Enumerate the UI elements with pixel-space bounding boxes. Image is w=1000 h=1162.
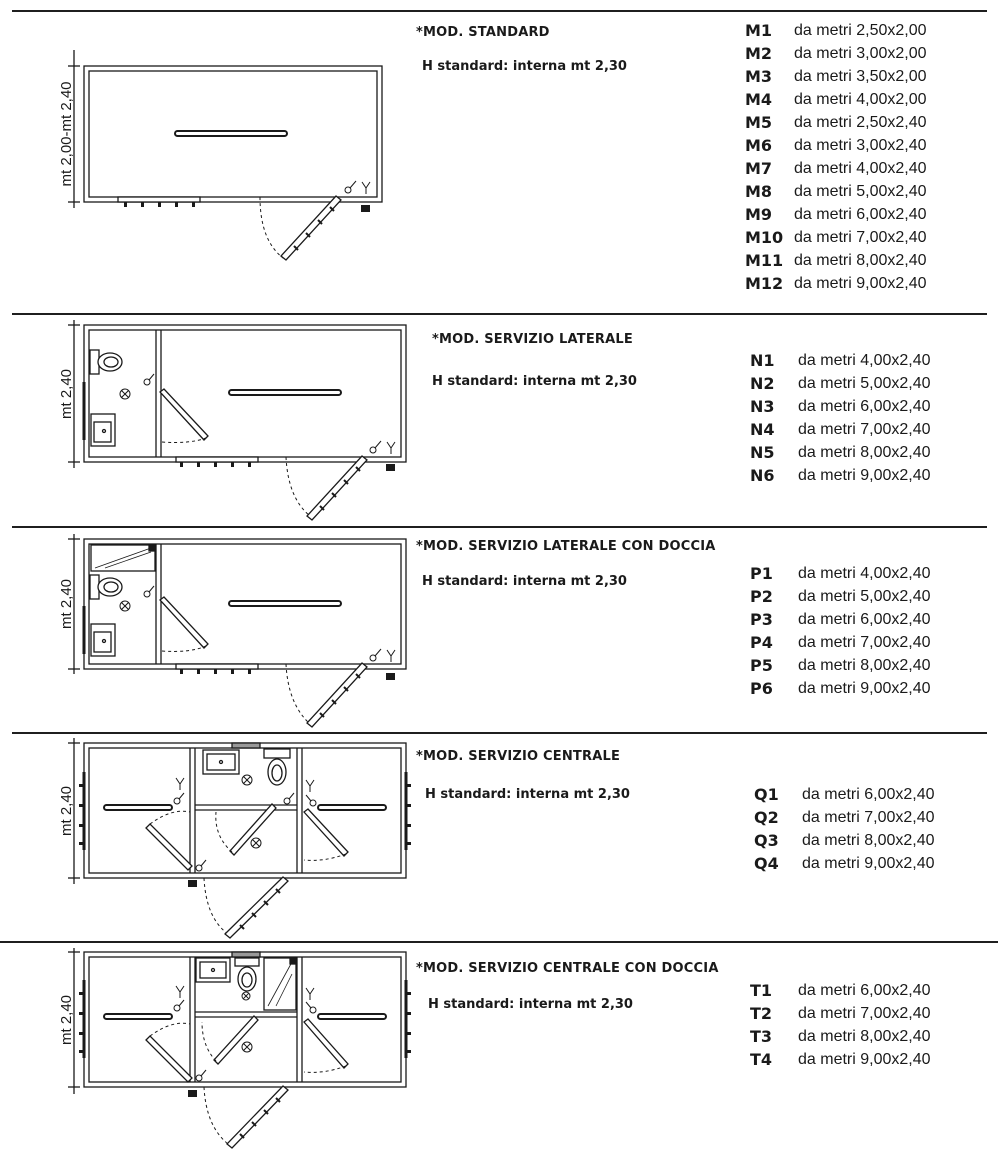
dimension-label: mt 2,40 [58,578,75,630]
model-code: Q2 [754,808,779,827]
model-code: M1 [745,21,773,40]
floor-plan-servizio-laterale [0,312,420,526]
model-code: N6 [750,466,775,485]
model-dims: da metri 5,00x2,40 [794,183,927,200]
floor-plan-servizio-centrale-doccia [0,940,420,1162]
model-title: *MOD. SERVIZIO LATERALE [432,332,633,347]
door-swing-icon [260,196,341,260]
model-code: M5 [745,113,773,132]
electrical-panel-icon [188,1090,197,1097]
switch-icon [345,181,370,194]
washbasin-icon [91,414,115,446]
model-dims: da metri 7,00x2,40 [794,229,927,246]
washbasin-icon [196,958,230,982]
door-swing-icon [286,663,367,727]
ceiling-light-icon [120,389,130,399]
model-dims: da metri 2,50x2,00 [794,22,927,39]
model-dims: da metri 4,00x2,40 [794,160,927,177]
model-code: T1 [750,981,773,1000]
model-dims: da metri 3,50x2,00 [794,68,927,85]
model-dims: da metri 6,00x2,40 [802,786,935,803]
model-code: M6 [745,136,773,155]
electrical-panel-icon [386,464,395,471]
ceiling-lamp-icon [104,1014,172,1019]
model-dims: da metri 7,00x2,40 [798,421,931,438]
model-code: M10 [745,228,784,247]
model-dims: da metri 3,00x2,40 [794,137,927,154]
model-code: M8 [745,182,773,201]
radiator-icon [180,669,251,674]
floor-plan-servizio-laterale-doccia [0,526,420,732]
model-code: Q3 [754,831,779,850]
model-dims: da metri 3,00x2,00 [794,45,927,62]
ceiling-lamp-icon [318,1014,386,1019]
model-dims: da metri 4,00x2,00 [794,91,927,108]
model-dims: da metri 8,00x2,40 [798,657,931,674]
model-dims: da metri 6,00x2,40 [798,398,931,415]
height-standard: H standard: interna mt 2,30 [422,574,627,589]
section-servizio-centrale-doccia [0,940,1000,1162]
section-servizio-laterale-doccia [0,526,1000,732]
electrical-panel-icon [386,673,395,680]
section-servizio-laterale [0,312,1000,526]
ceiling-lamp-icon [175,131,287,136]
dimension-label: mt 2,40 [58,368,75,420]
model-dims: da metri 6,00x2,40 [798,982,931,999]
ceiling-lamp-icon [229,601,341,606]
model-code: N3 [750,397,775,416]
door-swing-icon [160,597,208,651]
model-title: *MOD. SERVIZIO LATERALE CON DOCCIA [416,539,716,554]
shower-tray-icon [91,545,155,571]
model-dims: da metri 9,00x2,40 [798,1051,931,1068]
model-dims: da metri 4,00x2,40 [798,565,931,582]
height-standard: H standard: interna mt 2,30 [428,997,633,1012]
height-standard: H standard: interna mt 2,30 [425,787,630,802]
model-dims: da metri 8,00x2,40 [798,1028,931,1045]
model-dims: da metri 7,00x2,40 [798,1005,931,1022]
model-code: P6 [750,679,773,698]
model-dims: da metri 9,00x2,40 [798,467,931,484]
model-code: N5 [750,443,775,462]
ceiling-light-icon [120,601,130,611]
model-dims: da metri 8,00x2,40 [794,252,927,269]
model-title: *MOD. SERVIZIO CENTRALE [416,749,621,764]
electrical-panel-icon [361,205,370,212]
toilet-icon [235,958,259,991]
model-code: Q1 [754,785,779,804]
switch-icon [144,374,154,385]
model-code: P1 [750,564,773,583]
door-swing-icon [146,804,348,938]
model-code: M9 [745,205,773,224]
dimension-label: mt 2,40 [58,785,75,837]
dimension-label: mt 2,40 [58,994,75,1046]
radiator-icon [180,462,251,467]
floor-plan-standard [0,0,420,300]
model-code: M12 [745,274,784,293]
radiator-icon [124,202,195,207]
switch-icon [144,586,154,597]
model-code: T4 [750,1050,773,1069]
section-servizio-centrale [0,732,1000,940]
floor-plan-servizio-centrale [0,732,420,940]
model-code: M3 [745,67,773,86]
switch-icon [370,441,395,454]
model-dims: da metri 6,00x2,40 [794,206,927,223]
washbasin-icon [203,750,239,774]
shower-tray-icon [264,958,296,1010]
model-dims: da metri 2,50x2,40 [794,114,927,131]
model-dims: da metri 9,00x2,40 [798,680,931,697]
model-dims: da metri 5,00x2,40 [798,588,931,605]
model-code: T3 [750,1027,773,1046]
model-dims: da metri 8,00x2,40 [798,444,931,461]
model-code: P5 [750,656,773,675]
toilet-icon [264,749,290,785]
ceiling-lamp-icon [318,805,386,810]
door-swing-icon [160,389,208,443]
model-code: N1 [750,351,775,370]
model-code: N2 [750,374,775,393]
model-code: M4 [745,90,773,109]
model-title: *MOD. SERVIZIO CENTRALE CON DOCCIA [416,961,719,976]
model-code: T2 [750,1004,773,1023]
model-code: P2 [750,587,773,606]
model-code: M11 [745,251,784,270]
model-dims: da metri 7,00x2,40 [802,809,935,826]
model-dims: da metri 6,00x2,40 [798,611,931,628]
model-title: *MOD. STANDARD [416,25,550,40]
section-standard [0,0,1000,312]
radiator-icon [79,992,411,1053]
model-code: M2 [745,44,773,63]
toilet-icon [90,350,122,374]
door-swing-icon [286,456,367,520]
height-standard: H standard: interna mt 2,30 [422,59,627,74]
dimension-label: mt 2,00-mt 2,40 [58,81,75,187]
model-code: Q4 [754,854,779,873]
toilet-icon [90,575,122,599]
washbasin-icon [91,624,115,656]
model-dims: da metri 8,00x2,40 [802,832,935,849]
ceiling-lamp-icon [229,390,341,395]
model-dims: da metri 4,00x2,40 [798,352,931,369]
model-dims: da metri 9,00x2,40 [802,855,935,872]
height-standard: H standard: interna mt 2,30 [432,374,637,389]
model-dims: da metri 9,00x2,40 [794,275,927,292]
electrical-panel-icon [188,880,197,887]
model-code: P3 [750,610,773,629]
model-dims: da metri 7,00x2,40 [798,634,931,651]
model-dims: da metri 5,00x2,40 [798,375,931,392]
switch-icon [370,649,395,662]
model-code: P4 [750,633,773,652]
ceiling-lamp-icon [104,805,172,810]
model-code: N4 [750,420,775,439]
model-code: M7 [745,159,773,178]
